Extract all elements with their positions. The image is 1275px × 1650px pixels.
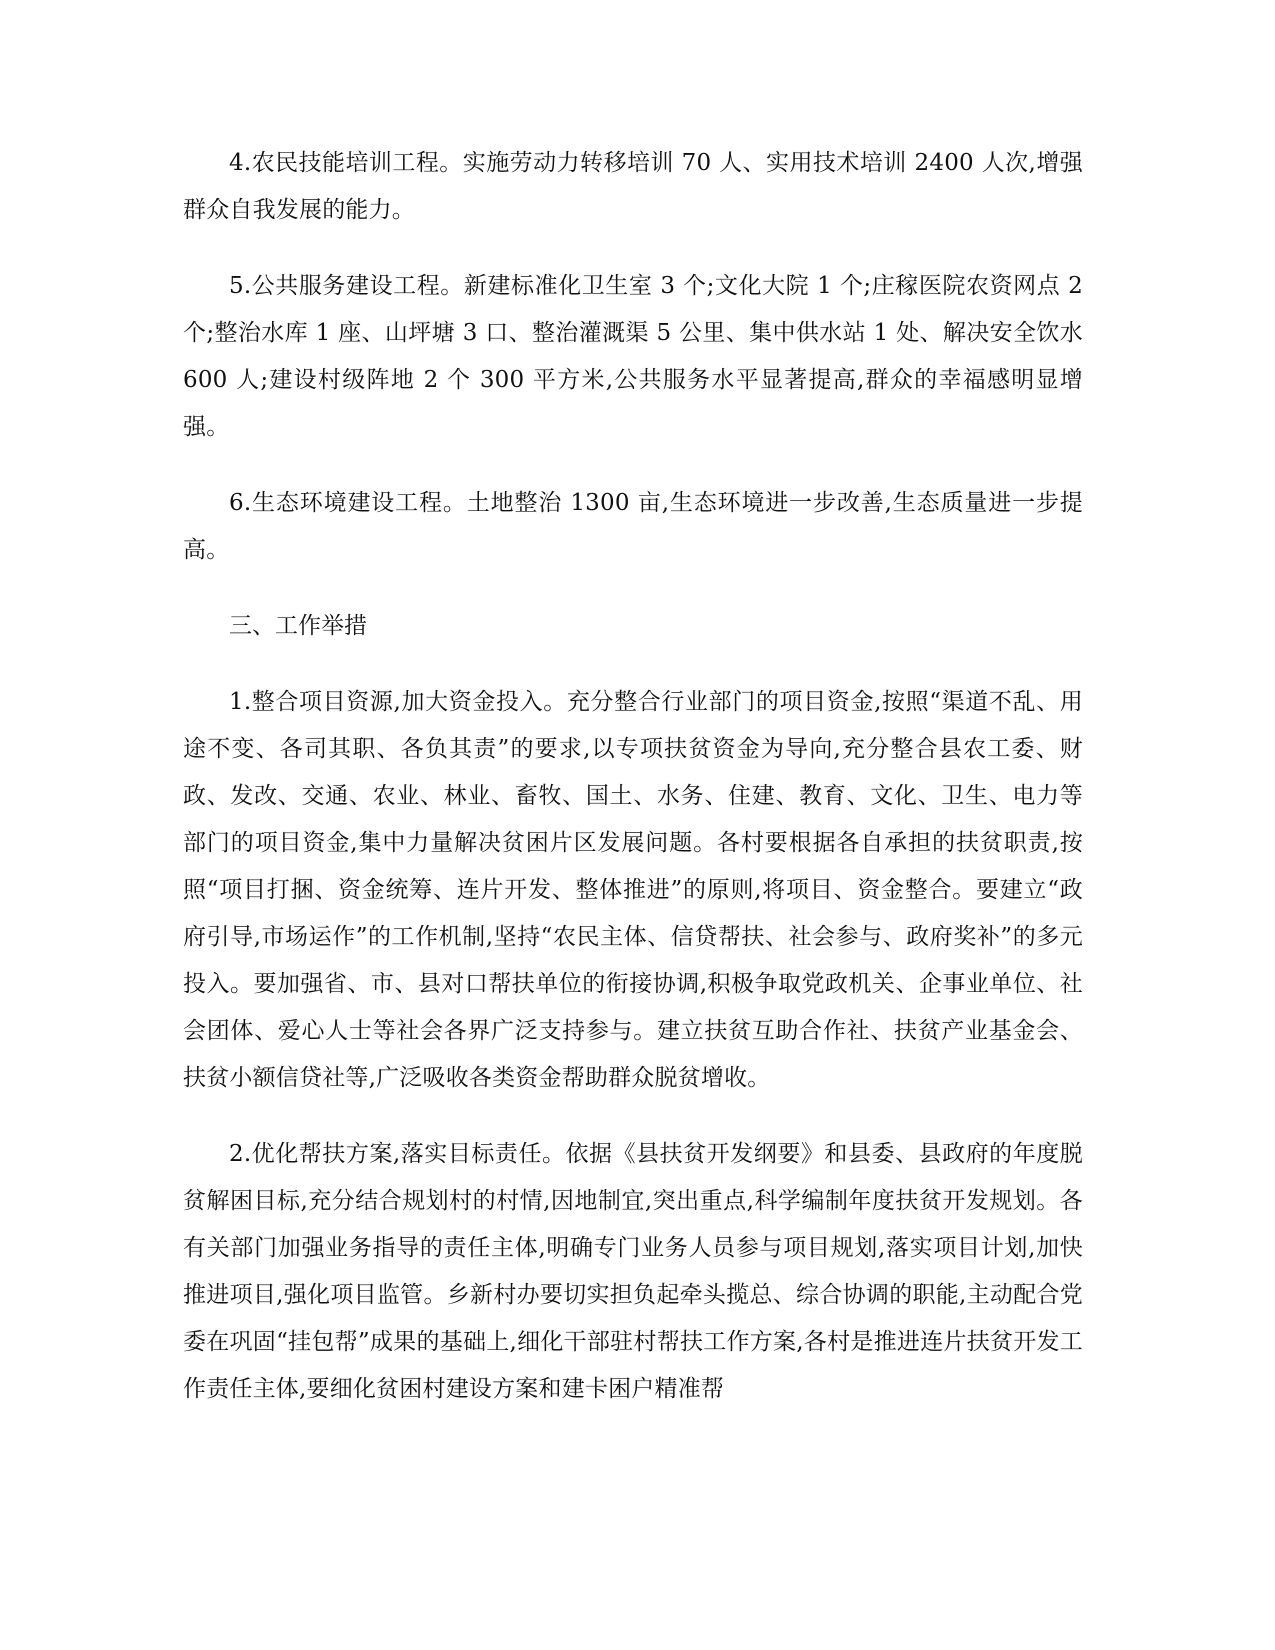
paragraph-optimize-assistance-plan: 2.优化帮扶方案,落实目标责任。依据《县扶贫开发纲要》和县委、县政府的年度脱贫解困目标,充分结合规划村的村情,因地制宜,突出重点,科学编制年度扶贫开发规划。各有关部门加强业务指导的责任主体,明确专门业务人员参与项目规划,落实项目计划,加快推进项目,强化项目监管。乡新村办要切实担负起牵头揽总、综合协调的职能,主动配合党委在巩固“挂包帮”成果的基础上,细化干部驻村帮扶工作方案,各村是推进连片扶贫开发工作责任主体,要细化贫困村建设方案和建卡困户精准帮 [183,1141,1083,1402]
paragraph-integrate-project-resources: 1.整合项目资源,加大资金投入。充分整合行业部门的项目资金,按照“渠道不乱、用途不变、各司其职、各负其责”的要求,以专项扶贫资金为导向,充分整合县农工委、财政、发改、交通、农业、林业、畜牧、国土、水务、住建、教育、文化、卫生、电力等部门的项目资金,集中力量解决贫困片区发展问题。各村要根据各自承担的扶贫职责,按照“项目打捆、资金统筹、连片开发、整体推进”的原则,将项目、资金整合。要建立“政府引导,市场运作”的工作机制,坚持“农民主体、信贷帮扶、社会参与、政府奖补”的多元投入。要加强省、市、县对口帮扶单位的衔接协调,积极争取党政机关、企事业单位、社会团体、爱心人士等社会各界广泛支持参与。建立扶贫互助合作社、扶贫产业基金会、扶贫小额信贷社等,广泛吸收各类资金帮助群众脱贫增收。 [183,689,1083,1091]
section-heading: 三、工作举措 [229,613,367,639]
paragraph-ecological-environment: 6.生态环境建设工程。土地整治 1300 亩,生态环境进一步改善,生态质量进一步提高。 [183,490,1083,563]
paragraph-farmer-skills-training: 4.农民技能培训工程。实施劳动力转移培训 70 人、实用技术培训 2400 人次,增强群众自我发展的能力。 [183,150,1083,223]
paragraph-public-service-construction: 5.公共服务建设工程。新建标准化卫生室 3 个;文化大院 1 个;庄稼医院农资网点 2 个;整治水库 1 座、山坪塘 3 口、整治灌溉渠 5 公里、集中供水站 1 处、解决安全饮水 600 人;建设村级阵地 2 个 300 平方米,公共服务水平显著提高,群众的幸福感明显增强。 [183,273,1083,440]
document-body [183,140,1083,1442]
